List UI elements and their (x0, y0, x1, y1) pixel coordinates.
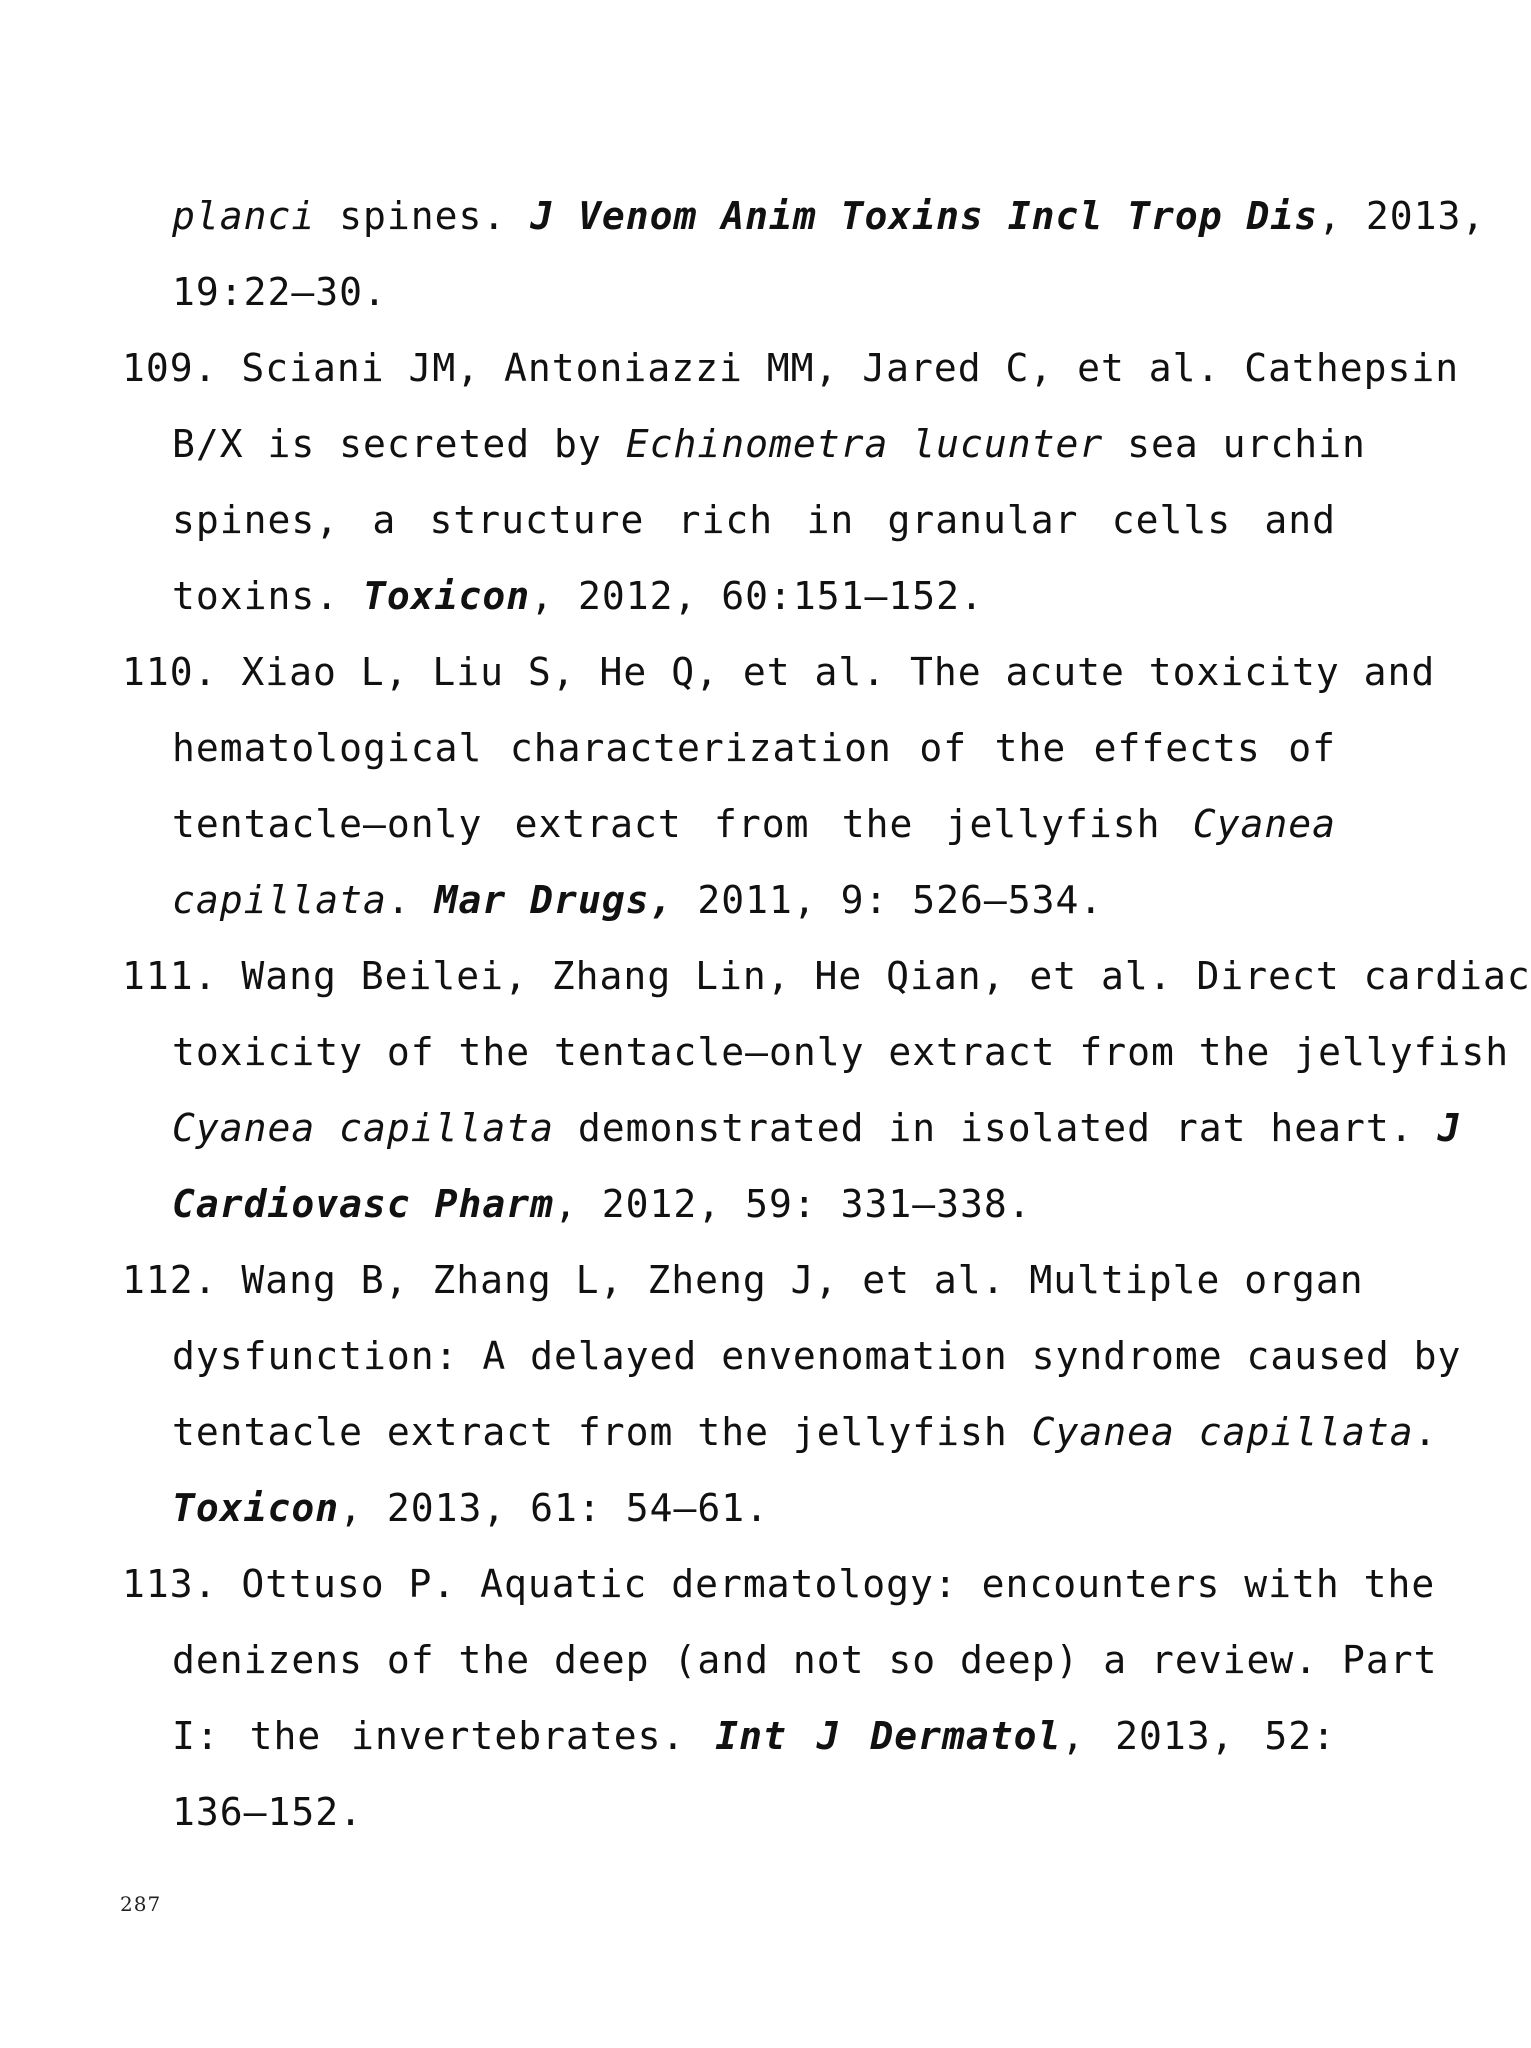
text: 136–152. (172, 1790, 364, 1834)
text: , 2013, (1318, 194, 1486, 238)
species-name: capillata (172, 878, 387, 922)
text: . (1413, 1410, 1438, 1454)
reference-108-line-2 (172, 262, 1336, 322)
reference-112-line-2 (172, 1326, 1462, 1386)
reference-111-line-4 (172, 1174, 1336, 1234)
text: 19:22–30. (172, 270, 387, 314)
species-name: Cyanea capillata (172, 1106, 555, 1150)
text: , 2013, 52: (1061, 1714, 1336, 1758)
reference-109-line-1 (122, 338, 1460, 398)
journal-name: Toxicon (172, 1486, 340, 1530)
text: 110. Xiao L, Liu S, He Q, et al. The acute toxicity and (122, 650, 1436, 694)
text: 111. Wang Beilei, Zhang Lin, He Qian, et al. Direct cardiac (122, 954, 1531, 998)
text: tentacle–only extract from the jellyfish (172, 802, 1193, 846)
reference-112-line-1 (122, 1250, 1364, 1310)
species-name: Cyanea capillata (1031, 1410, 1414, 1454)
reference-110-line-4 (172, 870, 1336, 930)
text: 112. Wang B, Zhang L, Zheng J, et al. Multiple organ (122, 1258, 1364, 1302)
text: sea urchin (1103, 422, 1366, 466)
text: , 2012, 59: 331–338. (554, 1182, 1032, 1226)
reference-112-line-4 (172, 1478, 1336, 1538)
reference-110-line-2 (172, 718, 1336, 778)
reference-113-line-1 (122, 1554, 1436, 1614)
text: denizens of the deep (and not so deep) a review. Part (172, 1638, 1438, 1682)
reference-113-line-2 (172, 1630, 1438, 1690)
reference-111-line-1 (122, 946, 1531, 1006)
species-name: Echinometra lucunter (625, 422, 1104, 466)
text: dysfunction: A delayed envenomation syndrome caused by (172, 1334, 1462, 1378)
reference-110-line-1 (122, 642, 1436, 702)
journal-name: Int J Dermatol (715, 1714, 1062, 1758)
reference-110-line-3 (172, 794, 1336, 854)
reference-109-line-2 (172, 414, 1366, 474)
journal-name: Cardiovasc Pharm (172, 1182, 555, 1226)
journal-name: Mar Drugs, (434, 878, 674, 922)
species-name: Cyanea (1192, 802, 1336, 846)
journal-name: Toxicon (363, 574, 531, 618)
reference-109-line-3 (172, 490, 1336, 550)
text: hematological characterization of the effects of (172, 726, 1336, 770)
text: , 2013, 61: 54–61. (339, 1486, 769, 1530)
reference-111-line-3 (172, 1098, 1462, 1158)
text: demonstrated in isolated rat heart. (554, 1106, 1438, 1150)
reference-111-line-2 (172, 1022, 1510, 1082)
reference-113-line-3 (172, 1706, 1336, 1766)
text: 113. Ottuso P. Aquatic dermatology: encounters with the (122, 1562, 1436, 1606)
reference-108-line-1 (172, 186, 1486, 246)
journal-name: J Venom Anim Toxins Incl Trop Dis (530, 194, 1319, 238)
journal-name: J (1437, 1106, 1462, 1150)
text: spines. (315, 194, 531, 238)
text: toxicity of the tentacle–only extract from the jellyfish (172, 1030, 1510, 1074)
text: . (386, 878, 435, 922)
text: , 2012, 60:151–152. (530, 574, 984, 618)
species-name: planci (172, 194, 316, 238)
reference-113-line-4 (172, 1782, 1336, 1842)
text: B/X is secreted by (172, 422, 626, 466)
reference-109-line-4 (172, 566, 1336, 626)
text: toxins. (172, 574, 364, 618)
text: tentacle extract from the jellyfish (172, 1410, 1032, 1454)
text: 2011, 9: 526–534. (673, 878, 1104, 922)
text: 109. Sciani JM, Antoniazzi MM, Jared C, et al. Cathepsin (122, 346, 1460, 390)
page-number: 287 (120, 1892, 162, 1916)
text: I: the invertebrates. (172, 1714, 716, 1758)
reference-112-line-3 (172, 1402, 1438, 1462)
text: spines, a structure rich in granular cells and (172, 498, 1336, 542)
